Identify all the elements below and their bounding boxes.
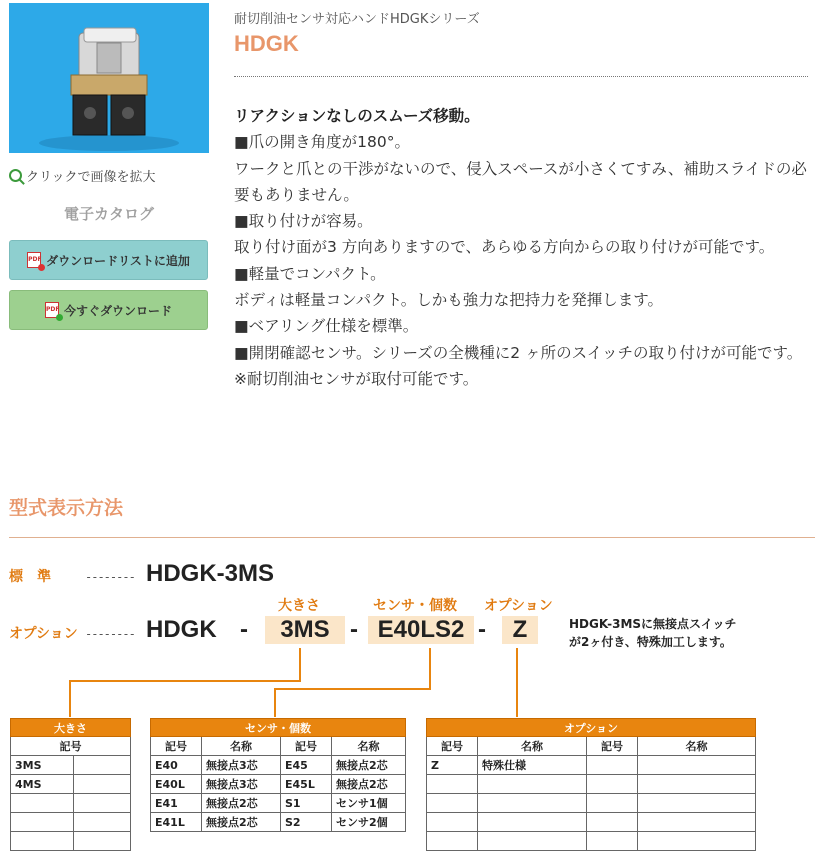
option-code-box: Z	[502, 616, 538, 644]
name-cell: センサ2個	[332, 813, 406, 832]
connector-lines	[0, 645, 825, 720]
code-cell: S1	[281, 794, 332, 813]
size-cell	[11, 794, 74, 813]
code-cell: E45L	[281, 775, 332, 794]
code-separator: -	[350, 616, 358, 643]
code-cell	[587, 813, 638, 832]
add-to-download-list-button[interactable]	[9, 240, 208, 280]
pdf-icon: PDF	[45, 302, 59, 318]
zoom-image-link[interactable]	[9, 166, 155, 185]
code-cell: Z	[427, 756, 478, 775]
size-cell: 4MS	[11, 775, 74, 794]
size-code-box: 3MS	[265, 616, 345, 644]
name-cell	[638, 775, 756, 794]
description-line: ボディは軽量コンパクト。しかも強力な把持力を発揮します。	[234, 291, 664, 310]
col-header: 名称	[638, 737, 756, 756]
download-now-label: 今すぐダウンロード	[63, 303, 172, 318]
code-cell: S2	[281, 813, 332, 832]
code-cell	[587, 832, 638, 851]
col-header: 名称	[478, 737, 587, 756]
name-cell: 無接点2芯	[202, 813, 281, 832]
standard-code: HDGK-3MS	[146, 560, 275, 587]
table-row	[151, 813, 406, 832]
table-row	[427, 775, 756, 794]
leader-dashes: --------	[85, 570, 135, 584]
col-header: 名称	[202, 737, 281, 756]
name-cell: 無接点2芯	[332, 775, 406, 794]
description-line: ワークと爪との干渉がないので、侵入スペースが小さくてすみ、補助スライドの必要もありません。	[234, 159, 807, 204]
col-header: 記号	[151, 737, 202, 756]
description-line: ※耐切削油センサが取付可能です。	[234, 369, 479, 388]
size-table-title: 大きさ	[11, 719, 131, 737]
example-note-line: HDGK-3MSに無接点スイッチ	[569, 617, 737, 631]
name-cell	[478, 832, 587, 851]
product-title: HDGK	[234, 31, 299, 56]
code-cell	[587, 794, 638, 813]
option-table	[426, 718, 756, 851]
code-cell: E41	[151, 794, 202, 813]
description-line: ■軽量でコンパクト。	[234, 264, 386, 283]
code-cell: E40	[151, 756, 202, 775]
catalog-heading: 電子カタログ	[63, 205, 154, 223]
gripper-hand-image	[9, 3, 209, 153]
name-cell: センサ1個	[332, 794, 406, 813]
leader-dashes: --------	[85, 627, 135, 641]
option-row-label: オプション	[9, 626, 78, 642]
name-cell: 無接点3芯	[202, 756, 281, 775]
code-prefix: HDGK	[146, 616, 217, 643]
description-line: ■爪の開き角度が180°。	[234, 133, 410, 152]
code-cell: E41L	[151, 813, 202, 832]
series-subtitle: 耐切削油センサ対応ハンドHDGKシリーズ	[234, 12, 480, 27]
size-cell	[11, 813, 74, 832]
code-cell	[427, 775, 478, 794]
size-table	[10, 718, 131, 851]
product-image[interactable]	[9, 3, 209, 153]
description-line: 取り付け面が3 方向ありますので、あらゆる方向からの取り付けが可能です。	[234, 238, 775, 257]
table-row	[427, 794, 756, 813]
size-table-header: 記号	[11, 737, 131, 756]
code-separator: -	[240, 616, 248, 643]
name-cell	[478, 794, 587, 813]
title-divider	[234, 76, 808, 77]
option-table-title: オプション	[427, 719, 756, 737]
name-cell	[638, 813, 756, 832]
table-row	[11, 775, 131, 794]
zoom-link-label: クリックで画像を拡大	[26, 170, 156, 185]
code-separator: -	[478, 616, 486, 643]
standard-label: 標 準	[9, 569, 51, 585]
pdf-icon: PDF	[27, 252, 41, 268]
code-cell	[587, 756, 638, 775]
size-cell	[11, 832, 74, 851]
example-note-line: が2ヶ付き、特殊加工します。	[569, 635, 732, 649]
name-cell	[638, 794, 756, 813]
col-header: 名称	[332, 737, 406, 756]
code-cell	[427, 813, 478, 832]
option-label: オプション	[484, 598, 553, 614]
name-cell: 無接点3芯	[202, 775, 281, 794]
col-header: 記号	[587, 737, 638, 756]
code-cell: E40L	[151, 775, 202, 794]
description-lead: リアクションなしのスムーズ移動。	[234, 107, 480, 125]
table-row	[11, 813, 131, 832]
table-row	[11, 832, 131, 851]
col-header: 記号	[427, 737, 478, 756]
download-now-button[interactable]	[9, 290, 208, 330]
name-cell: 無接点2芯	[332, 756, 406, 775]
sensor-table-title: センサ・個数	[151, 719, 406, 737]
name-cell	[638, 756, 756, 775]
section-divider	[9, 537, 815, 538]
col-header: 記号	[281, 737, 332, 756]
size-label: 大きさ	[278, 598, 320, 614]
table-row	[427, 756, 756, 775]
code-cell	[587, 775, 638, 794]
description-line: ■開閉確認センサ。シリーズの全機種に2 ヶ所のスイッチの取り付けが可能です。	[234, 343, 803, 362]
table-row	[151, 775, 406, 794]
table-row	[427, 813, 756, 832]
table-row	[151, 794, 406, 813]
size-cell: 3MS	[11, 756, 74, 775]
model-designation-heading: 型式表示方法	[9, 497, 124, 519]
name-cell	[478, 775, 587, 794]
sensor-table	[150, 718, 406, 832]
name-cell	[478, 813, 587, 832]
sensor-code-box: E40LS2	[368, 616, 474, 644]
description-line: ■ベアリング仕様を標準。	[234, 317, 419, 336]
magnifier-icon	[9, 169, 22, 182]
product-description	[234, 103, 814, 392]
code-cell	[427, 794, 478, 813]
name-cell: 特殊仕様	[478, 756, 587, 775]
table-row	[11, 794, 131, 813]
table-row	[11, 756, 131, 775]
name-cell	[638, 832, 756, 851]
name-cell: 無接点2芯	[202, 794, 281, 813]
code-cell: E45	[281, 756, 332, 775]
sensor-count-label: センサ・個数	[373, 598, 457, 614]
table-row	[427, 832, 756, 851]
table-row	[151, 756, 406, 775]
code-cell	[427, 832, 478, 851]
description-line: ■取り付けが容易。	[234, 212, 373, 231]
add-to-list-label: ダウンロードリストに追加	[46, 253, 190, 268]
